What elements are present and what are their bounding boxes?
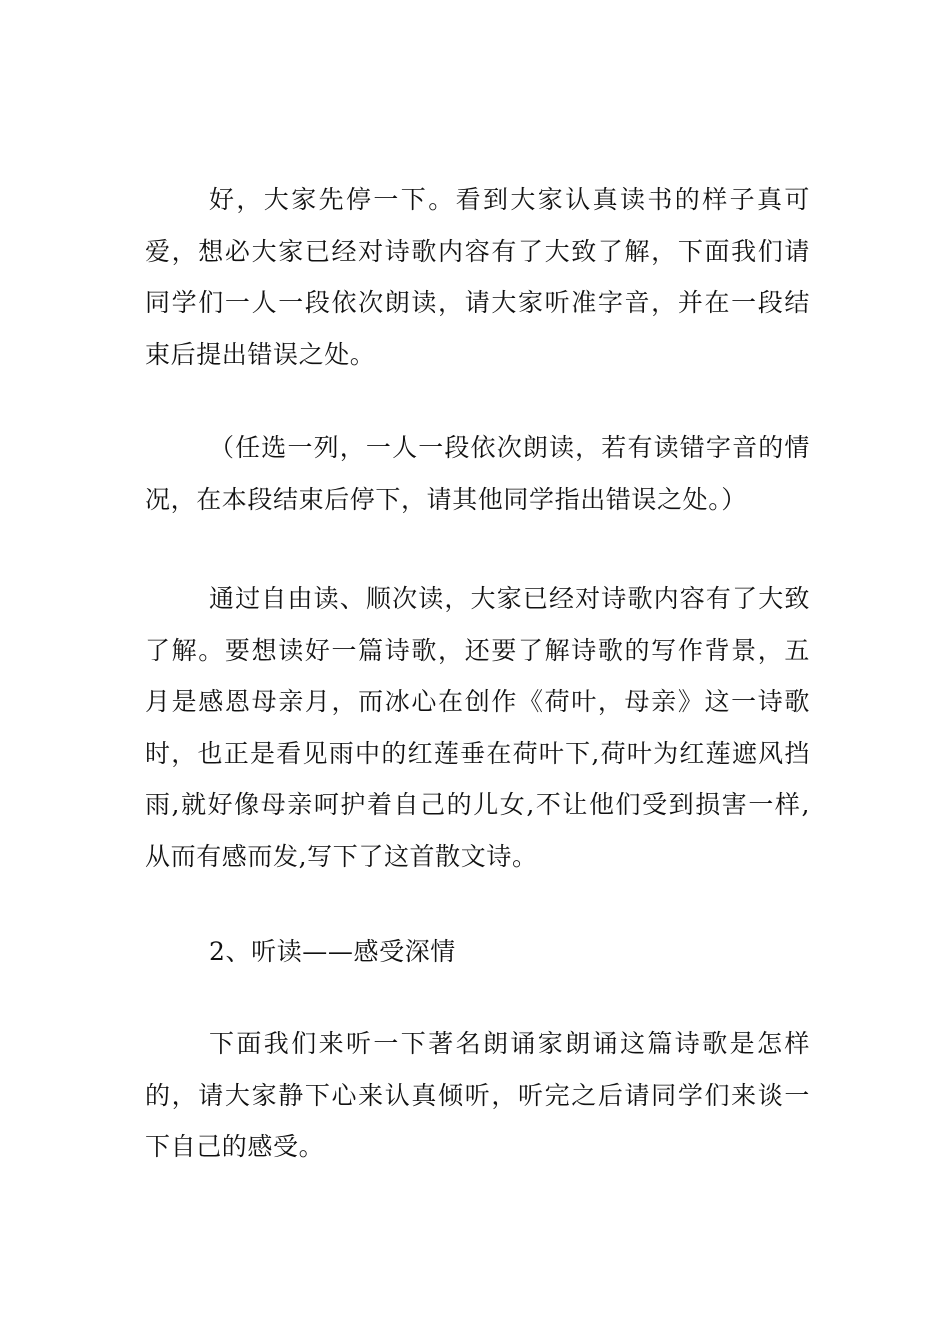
- paragraph-listening: 下面我们来听一下著名朗诵家朗诵这篇诗歌是怎样的，请大家静下心来认真倾听，听完之后请同学们来谈一下自己的感受。: [145, 1029, 810, 1161]
- paragraph-background: 通过自由读、顺次读，大家已经对诗歌内容有了大致了解。要想读好一篇诗歌，还要了解诗歌的写作背景，五月是感恩母亲月，而冰心在创作《荷叶，母亲》这一诗歌时，也正是看见雨中的红莲垂在荷叶下,荷叶为红莲遮风挡雨,就好像母亲呵护着自己的儿女,不让他们受到损害一样,从而有感而发,写下了这首散文诗。: [145, 584, 810, 871]
- section-heading: 2、听读——感受深情: [209, 937, 456, 966]
- paragraph-instruction: （任选一列，一人一段依次朗读，若有读错字音的情况，在本段结束后停下，请其他同学指出错误之处。）: [145, 433, 810, 514]
- paragraph-intro: 好，大家先停一下。看到大家认真读书的样子真可爱，想必大家已经对诗歌内容有了大致了解，下面我们请同学们一人一段依次朗读，请大家听准字音，并在一段结束后提出错误之处。: [145, 185, 810, 369]
